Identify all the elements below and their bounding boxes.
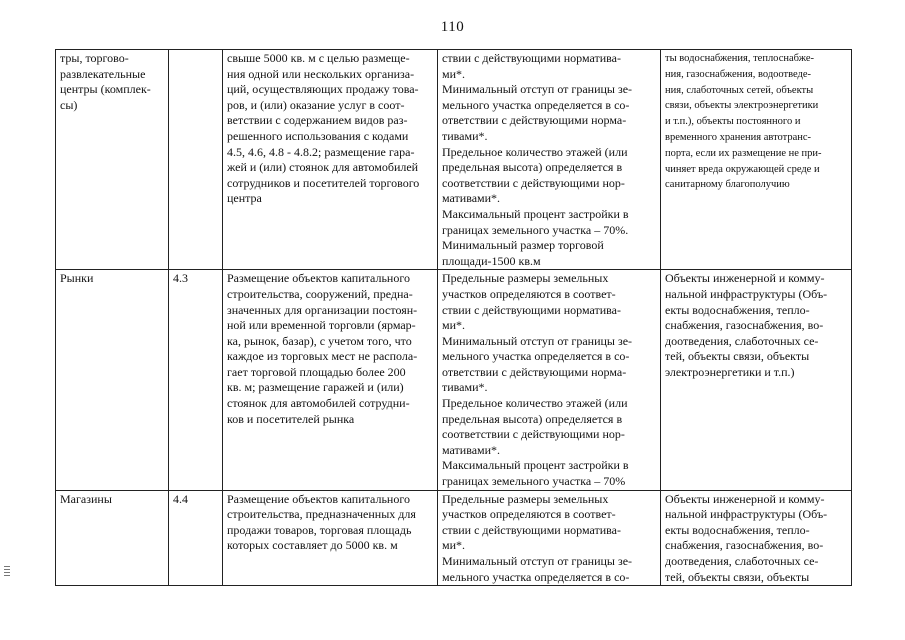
cell-text-line: электроэнергетики и т.п.) — [665, 364, 795, 379]
parameters-cell — [438, 270, 661, 490]
cell-text-line: связи, объекты электроэнергетики — [665, 100, 819, 112]
cell-text-line: временного хранения автотранс- — [665, 131, 812, 143]
cell-text-line: Минимальный отступ от границы зе- — [442, 554, 633, 568]
cell-text-line: предельная высота) определяется в — [442, 160, 623, 175]
cell-text-line: кв. м; размещение гаражей и (или) — [227, 380, 404, 395]
cell-text-line: ми*. — [442, 318, 466, 333]
cell-text-line: Размещение объектов капитального — [227, 271, 410, 286]
cell-text-line: жей и (или) стоянок для автомобилей — [227, 160, 419, 175]
cell-text-line: доотведения, слаботочных се- — [665, 554, 819, 568]
cell-text-line: тивами*. — [442, 128, 488, 143]
cell-text-line: центра — [227, 191, 262, 206]
cell-text-line: ветствии с содержанием видов раз- — [227, 113, 408, 128]
cell-text-line: Объекты инженерной и комму- — [665, 491, 825, 506]
cell-text-line: санитарному благополучию — [665, 179, 790, 191]
cell-text-line: участков определяются в соответ- — [442, 286, 616, 301]
cell-text-line: Минимальный размер торговой — [442, 238, 604, 253]
cell-text-line: центры (комплек- — [60, 82, 151, 97]
cell-text-line: мативами*. — [442, 191, 501, 206]
cell-text-line: решенного использования с кодами — [227, 128, 409, 143]
cell-text-line: Размещение объектов капитального — [227, 491, 410, 506]
cell-text-line: продажи товаров, торговая площадь — [227, 522, 412, 537]
table-row — [56, 50, 852, 270]
cell-text-line: стоянок для автомобилей сотрудни- — [227, 396, 410, 411]
cell-text-line: ния, слаботочных сетей, объекты — [665, 84, 814, 96]
page-number: 110 — [440, 19, 465, 35]
cell-text-line: предельная высота) определяется в — [442, 411, 623, 426]
cell-text-line: мативами*. — [442, 442, 501, 457]
cell-text-line: Предельное количество этажей (или — [442, 144, 628, 159]
cell-text-line: снабжения, газоснабжения, во- — [665, 318, 824, 333]
use-description-cell — [223, 490, 438, 586]
cell-text-line: ций, осуществляющих продажу това- — [227, 82, 419, 97]
cell-text-line: нальной инфраструктуры (Объ- — [665, 507, 828, 522]
cell-text-line: сотрудников и посетителей торгового — [227, 175, 420, 190]
cell-text-line: границах земельного участка – 70%. — [442, 222, 629, 237]
cell-text-line: Максимальный процент застройки в — [442, 458, 629, 473]
table-row — [56, 270, 852, 490]
cell-text-line: развлекательные — [60, 66, 146, 81]
use-code-cell — [169, 50, 223, 270]
cell-text-line: снабжения, газоснабжения, во- — [665, 538, 824, 553]
cell-text-line: площади-1500 кв.м — [442, 253, 541, 268]
cell-text-line: Предельное количество этажей (или — [442, 396, 628, 411]
cell-text-line: значенных для организации постоян- — [227, 302, 418, 317]
parameters-cell — [438, 490, 661, 586]
cell-text-line: ния, газоснабжения, водоотведе- — [665, 68, 812, 80]
cell-text-line: тей, объекты связи, объекты — [665, 569, 810, 584]
cell-text-line: ствии с действующими норматива- — [442, 302, 621, 317]
cell-text-line: ствии с действующими норматива- — [442, 51, 621, 65]
parameters-cell — [438, 50, 661, 270]
cell-text-line: Рынки — [60, 271, 94, 286]
cell-text-line: нальной инфраструктуры (Объ- — [665, 286, 828, 301]
cell-text-line: гает торговой площадью более 200 — [227, 364, 406, 379]
cell-text-line: ответствии с действующими норма- — [442, 113, 627, 128]
cell-text-line: 4.5, 4.6, 4.8 - 4.8.2; размещение гара- — [227, 144, 415, 159]
cell-text-line: участков определяются в соответ- — [442, 507, 616, 522]
cell-text-line: ствии с действующими норматива- — [442, 522, 621, 537]
cell-text-line: чиняет вреда окружающей среде и — [665, 163, 820, 175]
cell-text-line: тей, объекты связи, объекты — [665, 349, 810, 364]
cell-text-line: Магазины — [60, 491, 112, 506]
cell-text-line: Минимальный отступ от границы зе- — [442, 82, 633, 97]
cell-text-line: ной или временной торговли (ярмар- — [227, 318, 416, 333]
cell-text-line: сы) — [60, 97, 78, 112]
cell-text-line: Предельные размеры земельных — [442, 491, 609, 506]
zoning-table — [55, 49, 852, 586]
cell-text-line: мельного участка определяется в со- — [442, 569, 630, 584]
restrictions-cell — [661, 490, 852, 586]
cell-text-line: Максимальный процент застройки в — [442, 206, 629, 221]
cell-text-line: ми*. — [442, 66, 466, 81]
cell-text-line: ответствии с действующими норма- — [442, 364, 627, 379]
margin-marks — [4, 566, 10, 578]
use-code-cell — [169, 490, 223, 586]
cell-text-line: тры, торгово- — [60, 51, 129, 65]
cell-text-line: ров, и (или) оказание услуг в соот- — [227, 97, 405, 112]
cell-text-line: мельного участка определяется в со- — [442, 97, 630, 112]
cell-text-line: и т.п.), объекты постоянного и — [665, 116, 801, 128]
cell-text-line: ты водоснабжения, теплоснабже- — [665, 53, 814, 64]
use-name-cell — [56, 50, 169, 270]
cell-text-line: ков и посетителей рынка — [227, 411, 355, 426]
table-row — [56, 490, 852, 586]
cell-text-line: ка, рынок, базар), с учетом того, что — [227, 333, 412, 348]
cell-text-line: екты водоснабжения, тепло- — [665, 522, 810, 537]
cell-text-line: доотведения, слаботочных се- — [665, 333, 819, 348]
use-description-cell — [223, 270, 438, 490]
cell-text-line: строительства, сооружений, предна- — [227, 286, 413, 301]
cell-text-line: мельного участка определяется в со- — [442, 349, 630, 364]
cell-text-line: 4.3 — [173, 271, 188, 286]
cell-text-line: Минимальный отступ от границы зе- — [442, 333, 633, 348]
cell-text-line: соответствии с действующими нор- — [442, 175, 625, 190]
cell-text-line: каждое из торговых мест не распола- — [227, 349, 418, 364]
cell-text-line: екты водоснабжения, тепло- — [665, 302, 810, 317]
cell-text-line: 4.4 — [173, 491, 188, 506]
cell-text-line: соответствии с действующими нор- — [442, 427, 625, 442]
cell-text-line: Предельные размеры земельных — [442, 271, 609, 286]
restrictions-cell — [661, 270, 852, 490]
restrictions-cell — [661, 50, 852, 270]
cell-text-line: которых составляет до 5000 кв. м — [227, 538, 398, 553]
use-name-cell — [56, 490, 169, 586]
cell-text-line: свыше 5000 кв. м с целью размеще- — [227, 51, 410, 65]
cell-text-line: строительства, предназначенных для — [227, 507, 416, 522]
cell-text-line: границах земельного участка – 70% — [442, 474, 626, 489]
use-code-cell — [169, 270, 223, 490]
cell-text-line: ния одной или нескольких организа- — [227, 66, 415, 81]
cell-text-line: тивами*. — [442, 380, 488, 395]
use-name-cell — [56, 270, 169, 490]
cell-text-line: Объекты инженерной и комму- — [665, 271, 825, 286]
cell-text-line: ми*. — [442, 538, 466, 553]
cell-text-line: порта, если их размещение не при- — [665, 147, 822, 159]
use-description-cell — [223, 50, 438, 270]
